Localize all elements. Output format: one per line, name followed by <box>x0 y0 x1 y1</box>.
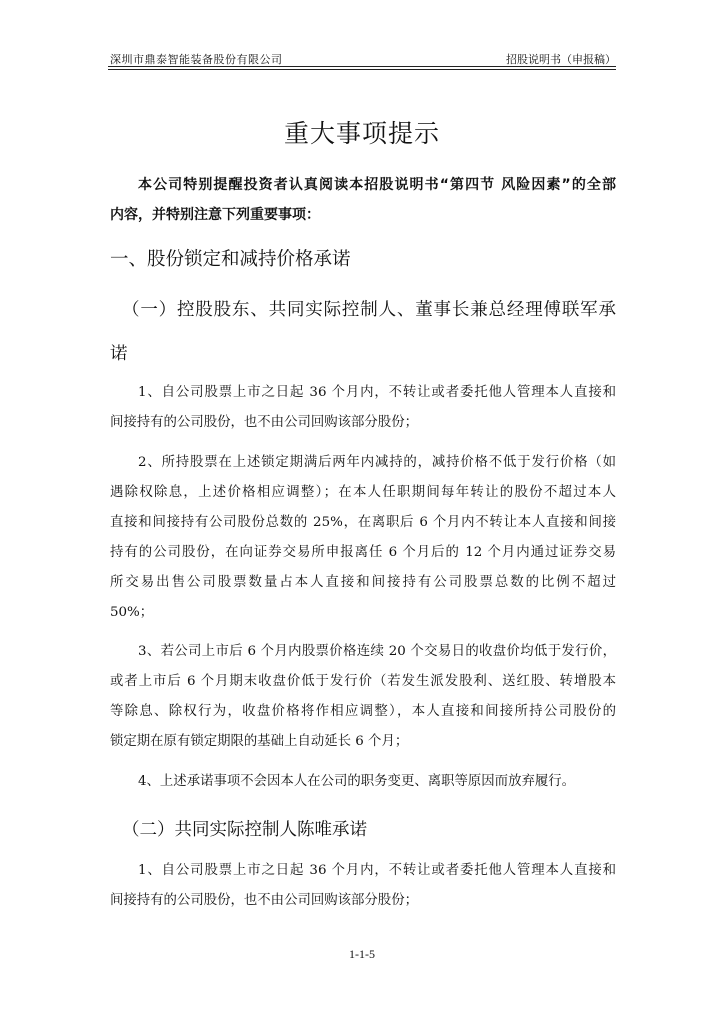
subsection-heading-1-line-1: （一）控股股东、共同实际控制人、董事长兼总经理傅联军承 <box>122 300 616 320</box>
paragraph-1-4-line-1: 4、上述承诺事项不会因本人在公司的职务变更、离职等原因而放弃履行。 <box>138 774 576 789</box>
paragraph-1-2-line-4: 持有的公司股份，在向证券交易所申报离任 6 个月后的 12 个月内通过证券交易 <box>110 545 616 560</box>
paragraph-1-3-line-3: 等除息、除权行为，收盘价格将作相应调整），本人直接和间接所持公司股份的 <box>110 704 616 719</box>
paragraph-1-2-line-2: 遇除权除息，上述价格相应调整）；在本人任职期间每年转让的股份不超过本人 <box>110 485 616 500</box>
page-number: 1-1-5 <box>349 947 375 961</box>
header-divider <box>108 66 616 70</box>
header-document-type: 招股说明书（申报稿） <box>506 53 616 66</box>
paragraph-2-1-line-1: 1、自公司股票上市之日起 36 个月内，不转让或者委托他人管理本人直接和 <box>138 863 616 878</box>
header-company-name: 深圳市鼎泰智能装备股份有限公司 <box>110 53 283 66</box>
subsection-heading-2: （二）共同实际控制人陈唯承诺 <box>122 820 367 840</box>
paragraph-1-2-line-6: 50%； <box>110 605 154 620</box>
page-title: 重大事项提示 <box>283 119 440 148</box>
section-heading-1: 一、股份锁定和减持价格承诺 <box>110 249 351 270</box>
intro-line-2: 内容，并特别注意下列重要事项： <box>110 207 320 223</box>
intro-line-1: 本公司特别提醒投资者认真阅读本招股说明书“第四节 风险因素”的全部 <box>138 177 616 193</box>
paragraph-2-1-line-2: 间接持有的公司股份，也不由公司回购该部分股份； <box>110 893 418 908</box>
paragraph-1-3-line-2: 或者上市后 6 个月期末收盘价低于发行价（若发生派发股利、送红股、转增股本 <box>110 674 616 689</box>
paragraph-1-1-line-1: 1、自公司股票上市之日起 36 个月内，不转让或者委托他人管理本人直接和 <box>138 385 616 400</box>
paragraph-1-1-line-2: 间接持有的公司股份，也不由公司回购该部分股份； <box>110 415 418 430</box>
subsection-heading-1-line-2: 诺 <box>110 344 128 364</box>
paragraph-1-2-line-5: 所交易出售公司股票数量占本人直接和间接持有公司股票总数的比例不超过 <box>110 575 616 590</box>
paragraph-1-2-line-1: 2、所持股票在上述锁定期满后两年内减持的，减持价格不低于发行价格（如 <box>138 455 616 470</box>
paragraph-1-3-line-1: 3、若公司上市后 6 个月内股票价格连续 20 个交易日的收盘价均低于发行价， <box>138 644 616 659</box>
paragraph-1-3-line-4: 锁定期在原有锁定期限的基础上自动延长 6 个月； <box>110 734 409 749</box>
paragraph-1-2-line-3: 直接和间接持有公司股份总数的 25%，在离职后 6 个月内不转让本人直接和间接 <box>110 515 616 530</box>
